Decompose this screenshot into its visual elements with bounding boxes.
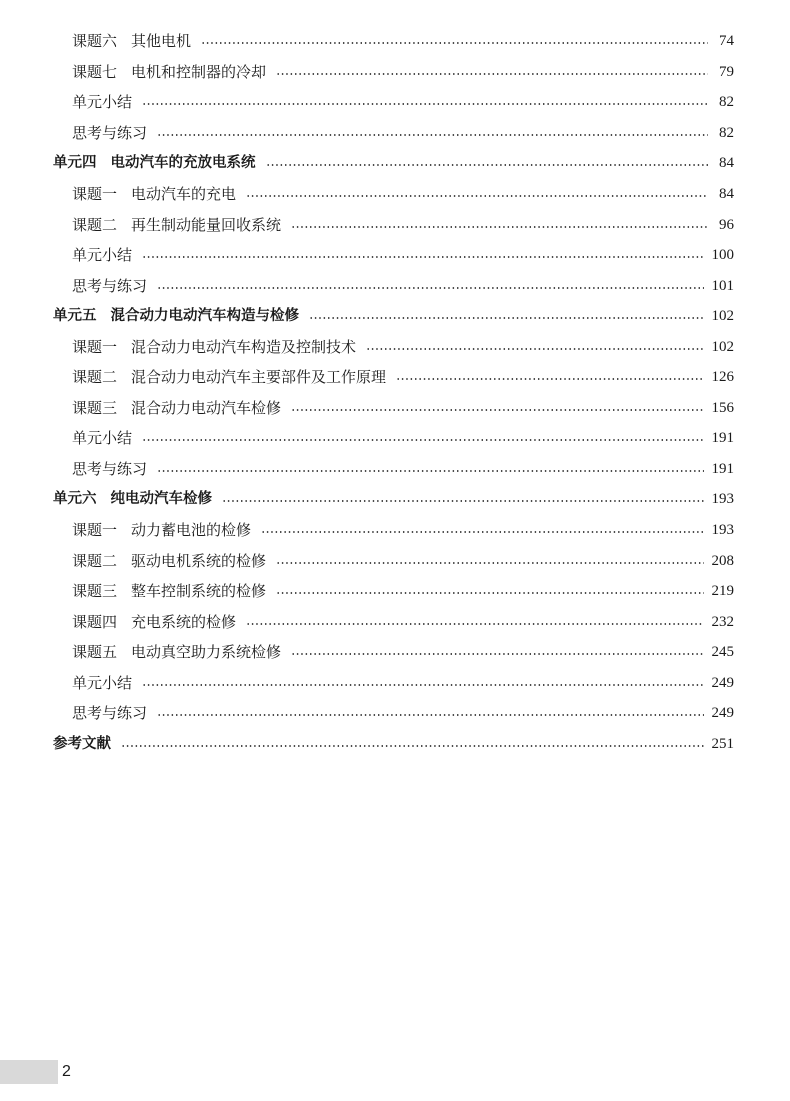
toc-section-entry[interactable] <box>0 423 790 454</box>
toc-entry-title: 再生制动能量回收系统 <box>131 215 282 234</box>
toc-entry-label <box>53 729 111 759</box>
toc-chapter-entry[interactable] <box>0 148 790 179</box>
toc-section-entry[interactable] <box>0 57 790 88</box>
dot-leader <box>276 562 703 564</box>
toc-entry-label <box>53 301 299 331</box>
toc-entry-label <box>72 637 281 667</box>
dot-leader <box>366 348 703 350</box>
page-number: 2 <box>62 1063 71 1080</box>
toc-section-entry[interactable] <box>0 515 790 546</box>
toc-entry-label <box>72 57 266 87</box>
toc-entry-page-number: 219 <box>711 583 734 600</box>
toc-entry-label <box>72 393 281 423</box>
dot-leader <box>276 592 703 594</box>
toc-section-entry[interactable] <box>0 87 790 118</box>
dot-leader <box>121 745 704 747</box>
dot-leader <box>276 73 708 75</box>
toc-entry-prefix: 课题二 <box>72 551 118 570</box>
toc-entry-page-number: 249 <box>711 674 734 691</box>
toc-entry-label <box>72 87 132 117</box>
toc-entry-label <box>72 332 356 362</box>
toc-chapter-entry[interactable] <box>0 729 790 760</box>
toc-entry-title: 参考文献 <box>53 735 111 752</box>
toc-section-entry[interactable] <box>0 331 790 362</box>
toc-section-entry[interactable] <box>0 606 790 637</box>
toc-section-entry[interactable] <box>0 667 790 698</box>
toc-entry-title: 充电系统的检修 <box>131 612 237 631</box>
toc-entry-label <box>72 607 236 637</box>
toc-section-entry[interactable] <box>0 393 790 424</box>
toc-entry-title: 单元小结 <box>72 246 133 265</box>
toc-section-entry[interactable] <box>0 179 790 210</box>
dot-leader <box>142 103 708 105</box>
toc-entry-title: 纯电动汽车检修 <box>110 491 212 508</box>
toc-section-entry[interactable] <box>0 698 790 729</box>
dot-leader <box>309 317 704 319</box>
toc-entry-prefix: 单元六 <box>53 491 97 508</box>
dot-leader <box>291 409 703 411</box>
toc-entry-prefix: 单元四 <box>53 155 97 172</box>
toc-entry-label <box>72 454 147 484</box>
toc-entry-title: 整车控制系统的检修 <box>131 582 267 601</box>
toc-entry-label <box>72 515 251 545</box>
toc-entry-prefix: 课题六 <box>72 32 118 51</box>
toc-entry-page-number: 156 <box>711 399 734 416</box>
toc-entry-label <box>72 210 281 240</box>
toc-section-entry[interactable] <box>0 118 790 149</box>
toc-entry-prefix: 课题一 <box>72 521 118 540</box>
toc-chapter-entry[interactable] <box>0 301 790 332</box>
toc-entry-title: 思考与练习 <box>72 704 148 723</box>
dot-leader <box>266 164 709 166</box>
toc-entry-prefix: 课题三 <box>72 582 118 601</box>
toc-entry-title: 单元小结 <box>72 429 133 448</box>
toc-section-entry[interactable] <box>0 637 790 668</box>
table-of-contents <box>0 26 790 759</box>
toc-entry-title: 思考与练习 <box>72 123 148 142</box>
toc-entry-title: 电动真空助力系统检修 <box>131 643 282 662</box>
toc-entry-page-number: 249 <box>711 705 734 722</box>
footer-tab-bar <box>0 1060 58 1084</box>
dot-leader <box>157 714 703 716</box>
toc-entry-label <box>72 118 147 148</box>
toc-entry-title: 动力蓄电池的检修 <box>131 521 252 540</box>
toc-entry-title: 思考与练习 <box>72 459 148 478</box>
dot-leader <box>246 623 703 625</box>
toc-section-entry[interactable] <box>0 26 790 57</box>
toc-entry-title: 驱动电机系统的检修 <box>131 551 267 570</box>
toc-entry-label <box>53 484 212 514</box>
toc-entry-page-number: 82 <box>719 94 734 111</box>
toc-section-entry[interactable] <box>0 240 790 271</box>
dot-leader <box>396 378 703 380</box>
toc-entry-page-number: 84 <box>719 186 734 202</box>
toc-entry-page-number: 84 <box>719 155 734 172</box>
toc-entry-page-number: 191 <box>711 430 734 447</box>
dot-leader <box>157 470 703 472</box>
toc-entry-title: 单元小结 <box>72 93 133 112</box>
dot-leader <box>157 134 708 136</box>
toc-entry-page-number: 193 <box>711 491 734 508</box>
dot-leader <box>246 195 708 197</box>
toc-entry-prefix: 课题三 <box>72 398 118 417</box>
dot-leader <box>201 42 708 44</box>
toc-entry-label <box>53 148 256 178</box>
toc-entry-title: 其他电机 <box>131 32 192 51</box>
toc-entry-label <box>72 698 147 728</box>
toc-entry-prefix: 单元五 <box>53 308 97 325</box>
toc-section-entry[interactable] <box>0 545 790 576</box>
toc-entry-page-number: 126 <box>711 369 734 386</box>
toc-entry-title: 电动汽车的充电 <box>131 185 237 203</box>
toc-entry-prefix: 课题一 <box>72 185 118 203</box>
toc-entry-page-number: 245 <box>711 644 734 661</box>
toc-entry-label <box>72 240 132 270</box>
toc-entry-page-number: 101 <box>711 277 734 294</box>
toc-entry-page-number: 191 <box>711 460 734 477</box>
toc-entry-title: 单元小结 <box>72 673 133 692</box>
toc-entry-page-number: 193 <box>711 522 734 539</box>
toc-entry-label <box>72 423 132 453</box>
toc-entry-title: 混合动力电动汽车检修 <box>131 398 282 417</box>
toc-section-entry[interactable] <box>0 209 790 240</box>
dot-leader <box>142 684 703 686</box>
toc-chapter-entry[interactable] <box>0 484 790 515</box>
toc-section-entry[interactable] <box>0 454 790 485</box>
toc-entry-prefix: 课题五 <box>72 643 118 662</box>
toc-entry-label <box>72 26 191 56</box>
toc-entry-title: 混合动力电动汽车构造与检修 <box>110 308 299 325</box>
toc-section-entry[interactable] <box>0 362 790 393</box>
toc-entry-page-number: 82 <box>719 124 734 141</box>
toc-entry-prefix: 课题七 <box>72 62 118 81</box>
toc-entry-page-number: 96 <box>719 216 734 233</box>
toc-entry-label <box>72 668 132 698</box>
toc-entry-page-number: 102 <box>711 338 734 355</box>
toc-entry-page-number: 251 <box>711 735 734 752</box>
dot-leader <box>291 226 708 228</box>
toc-entry-prefix: 课题二 <box>72 368 118 387</box>
toc-entry-page-number: 74 <box>719 33 734 50</box>
toc-entry-label <box>72 576 266 606</box>
dot-leader <box>291 653 703 655</box>
dot-leader <box>142 256 703 258</box>
toc-entry-page-number: 208 <box>711 552 734 569</box>
dot-leader <box>261 531 703 533</box>
toc-entry-prefix: 课题二 <box>72 215 118 234</box>
toc-entry-page-number: 79 <box>719 63 734 80</box>
toc-entry-label <box>72 271 147 301</box>
toc-entry-prefix: 课题一 <box>72 337 118 356</box>
toc-entry-title: 混合动力电动汽车构造及控制技术 <box>131 337 357 356</box>
toc-entry-label <box>72 362 386 392</box>
dot-leader <box>222 500 704 502</box>
toc-entry-page-number: 102 <box>711 308 734 325</box>
toc-section-entry[interactable] <box>0 270 790 301</box>
toc-entry-page-number: 100 <box>711 247 734 264</box>
toc-entry-title: 混合动力电动汽车主要部件及工作原理 <box>131 368 387 387</box>
toc-entry-title: 思考与练习 <box>72 276 148 295</box>
toc-entry-prefix: 课题四 <box>72 612 118 631</box>
dot-leader <box>142 439 703 441</box>
toc-entry-label <box>72 546 266 576</box>
toc-section-entry[interactable] <box>0 576 790 607</box>
toc-entry-page-number: 232 <box>711 613 734 630</box>
toc-entry-title: 电动汽车的充放电系统 <box>110 155 256 172</box>
dot-leader <box>157 287 703 289</box>
toc-entry-label <box>72 179 236 209</box>
toc-entry-title: 电机和控制器的冷却 <box>131 62 267 81</box>
